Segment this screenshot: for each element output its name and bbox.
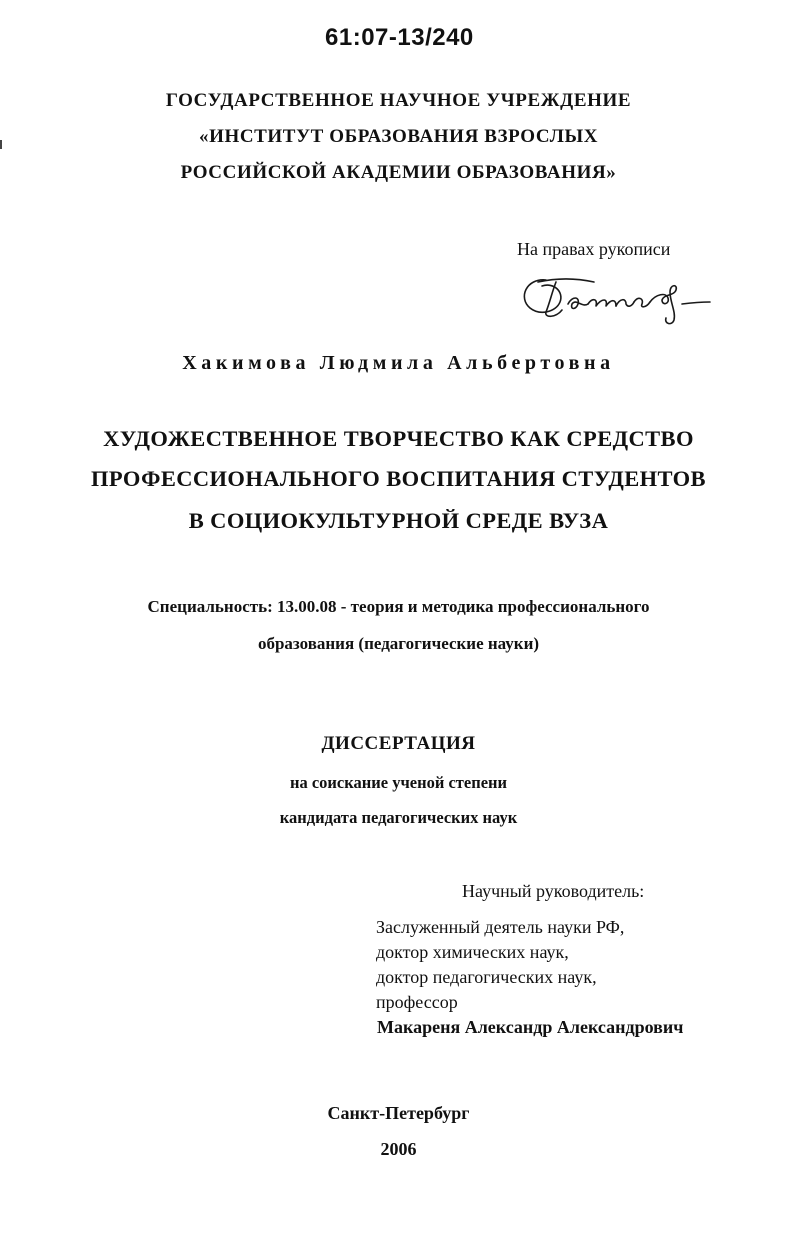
specialty-line-2: образования (педагогические науки)	[257, 634, 540, 653]
supervisor-title-4: профессор	[376, 992, 458, 1012]
author-name: Хакимова Людмила Альбертовна	[182, 352, 615, 374]
supervisor-title-1: Заслуженный деятель науки РФ,	[376, 917, 625, 937]
institution-line-1: ГОСУДАРСТВЕННОЕ НАУЧНОЕ УЧРЕЖДЕНИЕ	[165, 90, 632, 111]
city: Санкт-Петербург	[327, 1103, 470, 1123]
supervisor-name: Макареня Александр Александрович	[377, 1017, 684, 1037]
specialty-line-1: Специальность: 13.00.08 - теория и методика профессионального	[147, 597, 650, 616]
supervisor-label: Научный руководитель:	[462, 881, 645, 901]
handwritten-signature	[516, 268, 736, 328]
title-line-2: ПРОФЕССИОНАЛЬНОГО ВОСПИТАНИЯ СТУДЕНТОВ	[91, 466, 706, 491]
title-line-3: В СОЦИОКУЛЬТУРНОЙ СРЕДЕ ВУЗА	[188, 508, 609, 533]
supervisor-title-3: доктор педагогических наук,	[376, 967, 597, 987]
degree-line-2: кандидата педагогических наук	[279, 808, 518, 827]
title-line-1: ХУДОЖЕСТВЕННОЕ ТВОРЧЕСТВО КАК СРЕДСТВО	[103, 426, 694, 451]
institution-line-3: РОССИЙСКОЙ АКАДЕМИИ ОБРАЗОВАНИЯ»	[180, 162, 617, 183]
institution-line-2: «ИНСТИТУТ ОБРАЗОВАНИЯ ВЗРОСЛЫХ	[198, 126, 599, 147]
manuscript-rights-note: На правах рукописи	[517, 239, 671, 259]
supervisor-title-2: доктор химических наук,	[376, 942, 569, 962]
archive-code: 61:07-13/240	[325, 24, 474, 51]
document-type: ДИССЕРТАЦИЯ	[321, 733, 476, 754]
degree-line-1: на соискание ученой степени	[289, 773, 508, 792]
year: 2006	[380, 1139, 417, 1159]
